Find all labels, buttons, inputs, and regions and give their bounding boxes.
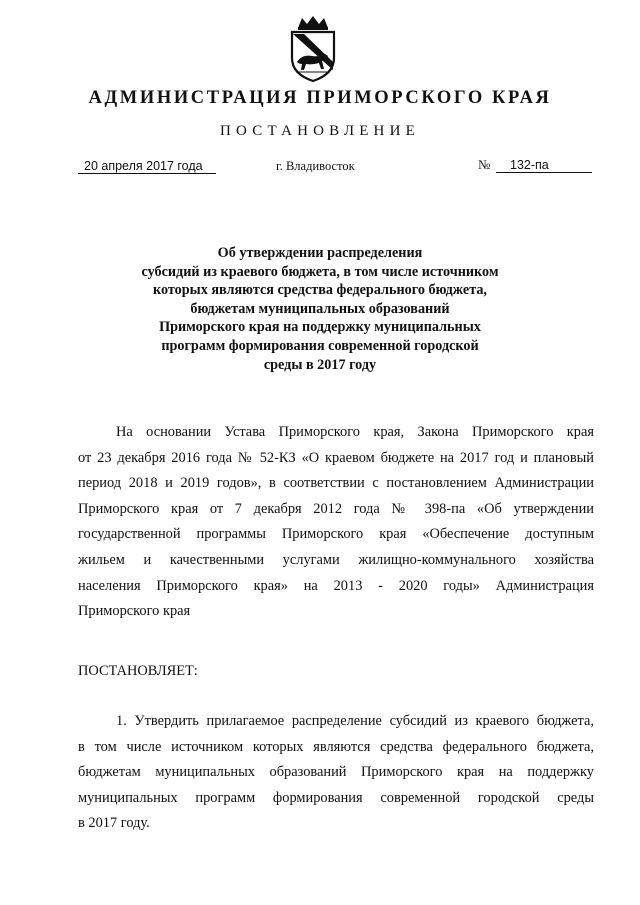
- paragraph-line: Приморского края: [78, 603, 191, 620]
- paragraph-line: населения Приморского края» на 2013 - 2020 годы» Администрация: [78, 577, 594, 594]
- coat-of-arms-emblem: [280, 14, 346, 84]
- paragraph-line: 1. Утвердить прилагаемое распределение субсидий из краевого бюджета,: [116, 713, 594, 729]
- subject-line: субсидий из краевого бюджета, в том числе источником: [141, 263, 499, 280]
- paragraph-line: На основании Устава Приморского края, Закона Приморского края: [116, 424, 594, 440]
- paragraph-line: в 2017 году.: [78, 815, 150, 832]
- decree-date: 20 апреля 2017 года: [78, 159, 216, 174]
- paragraph-line: бюджетам муниципальных образований Приморского края на поддержку: [78, 764, 594, 781]
- subject-line: Об утверждении распределения: [217, 245, 423, 261]
- coat-of-arms-icon: [280, 14, 346, 84]
- item-1-paragraph: [78, 709, 594, 837]
- decree-subject: [90, 244, 550, 374]
- organization-title: АДМИНИСТРАЦИЯ ПРИМОРСКОГО КРАЯ: [88, 88, 552, 108]
- document-type: ПОСТАНОВЛЕНИЕ: [220, 123, 420, 139]
- decree-number: 132-па: [496, 158, 592, 173]
- subject-line: Приморского края на поддержку муниципальных: [159, 319, 481, 336]
- subject-line: бюджетам муниципальных образований: [190, 300, 450, 317]
- basis-paragraph: [78, 420, 594, 625]
- paragraph-line: в том числе источником которых являются средства федерального бюджета,: [78, 738, 594, 755]
- decree-city: г. Владивосток: [276, 159, 355, 173]
- subject-line: среды в 2017 году: [263, 356, 377, 373]
- paragraph-line: от 23 декабря 2016 года № 52-КЗ «О краевом бюджете на 2017 год и плановый: [78, 449, 594, 466]
- paragraph-line: Приморского края от 7 декабря 2012 года № 398-па «Об утверждении: [78, 500, 594, 517]
- decree-operative-word: ПОСТАНОВЛЯЕТ:: [78, 663, 198, 679]
- paragraph-line: период 2018 и 2019 годов», в соответствии с постановлением Администрации: [78, 475, 594, 492]
- subject-line: которых являются средства федерального бюджета,: [153, 282, 487, 299]
- subject-line: программ формирования современной городской: [161, 337, 479, 354]
- number-sign: №: [478, 157, 491, 172]
- paragraph-line: муниципальных программ формирования современной городской среды: [78, 789, 594, 806]
- paragraph-line: жильем и качественными услугами жилищно-коммунального хозяйства: [78, 551, 594, 568]
- paragraph-line: государственной программы Приморского края «Обеспечение доступным: [78, 526, 594, 543]
